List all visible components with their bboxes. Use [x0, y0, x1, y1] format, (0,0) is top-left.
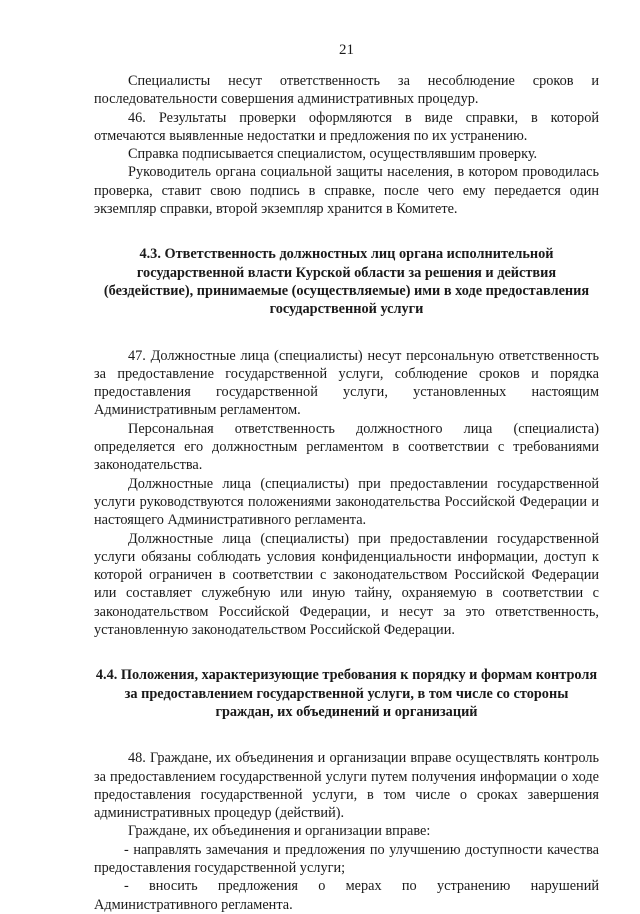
- page-number: 21: [339, 42, 354, 58]
- paragraph-head-signature: Руководитель органа социальной защиты населения, в котором проводилась проверка, ставит свою подпись в справке, после чего ему передается один экземпляр справки, второй экземпляр хранится в Комитете.: [94, 164, 599, 218]
- paragraph-confidentiality: Должностные лица (специалисты) при предоставлении государственной услуги обязаны соблюдать условия конфиденциальности информации, доступ к которой ограничен в соответствии с законодательством Российской Федерации или составляет служебную или иную тайну, охраняемую в соответствии с законодательством Российской Федерации, и несут за это ответственность, установленную законодательством Российской Федерации.: [94, 530, 599, 639]
- paragraph-48-citizens: 48. Граждане, их объединения и организации вправе осуществлять контроль за предоставлением государственной услуги путем получения информации о ходе предоставления государственной услуги, в том числе о сроках завершения административных процедур (действий).: [94, 750, 599, 822]
- spacer: [94, 721, 599, 749]
- paragraph-report-signature: Справка подписывается специалистом, осуществлявшим проверку.: [128, 146, 538, 163]
- list-item-remarks: - направлять замечания и предложения по улучшению доступности качества предоставления государственной услуги;: [94, 841, 599, 876]
- paragraph-47-officials: 47. Должностные лица (специалисты) несут персональную ответственность за предоставление государственной услуги, соблюдение сроков и порядка предоставления государственной услуги, установленных настоящим Административным регламентом.: [94, 347, 599, 419]
- paragraph-officials-guided: Должностные лица (специалисты) при предоставлении государственной услуги руководствуются положениями законодательства Российской Федерации и настоящего Административного регламента.: [94, 475, 599, 529]
- section-heading-4-3: 4.3. Ответственность должностных лиц органа исполнительной государственной власти Курской области за решения и действия (бездействие), принимаемые (осуществляемые) ими в ходе предоставления государственной услуги: [103, 246, 590, 318]
- paragraph-responsibility-deadlines: Специалисты несут ответственность за несоблюдение сроков и последовательности совершения административных процедур.: [94, 73, 599, 108]
- spacer: [94, 639, 599, 666]
- paragraph-citizens-entitled: Граждане, их объединения и организации вправе:: [128, 823, 431, 840]
- spacer: [94, 218, 599, 245]
- paragraph-46-results: 46. Результаты проверки оформляются в виде справки, в которой отмечаются выявленные недостатки и предложения по их устранению.: [94, 109, 599, 144]
- paragraph-personal-responsibility: Персональная ответственность должностного лица (специалиста) определяется его должностным регламентом в соответствии с требованиями законодательства.: [94, 420, 599, 474]
- list-item-proposals: - вносить предложения о мерах по устранению нарушений Административного регламента.: [94, 878, 599, 913]
- section-heading-4-4: 4.4. Положения, характеризующие требования к порядку и формам контроля за предоставлением государственной услуги, в том числе со стороны граждан, их объединений и организаций: [95, 667, 598, 720]
- spacer: [94, 319, 599, 347]
